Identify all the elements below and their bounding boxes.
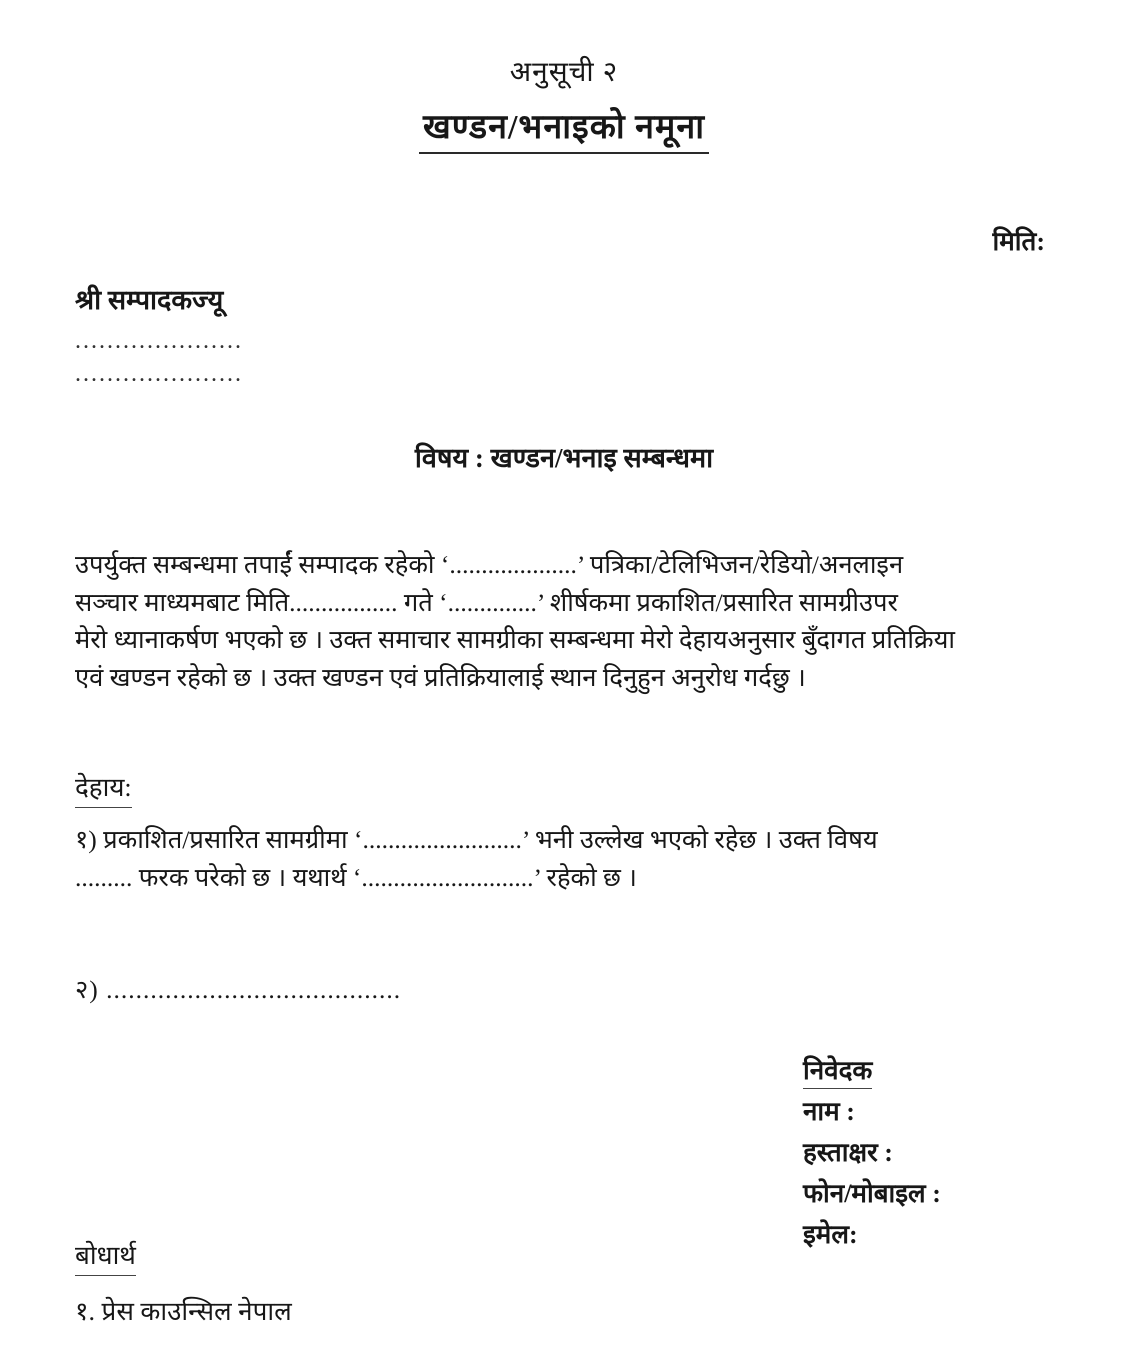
- applicant-block: [803, 1050, 941, 1255]
- addressee-blank-line-1: .....................: [75, 328, 243, 354]
- addressee-blank-line-2: .....................: [75, 361, 243, 387]
- applicant-heading: [803, 1050, 941, 1091]
- body-paragraph-line: सञ्चार माध्यमबाट मिति................. गते ‘..............’ शीर्षकमा प्रकाशित/प्रसारित सामग्रीउपर: [75, 587, 898, 617]
- details-heading: [75, 768, 132, 808]
- document-title-text: खण्डन/भनाइको नमूना: [419, 102, 709, 154]
- body-paragraph: [75, 546, 1055, 696]
- addressee-salutation: श्री सम्पादकज्यू: [75, 285, 224, 315]
- cc-heading-text: बोधार्थ: [75, 1236, 136, 1276]
- applicant-name-label: नाम :: [803, 1097, 855, 1126]
- date-label: मिति:: [992, 227, 1045, 256]
- body-paragraph-line: उपर्युक्त सम्बन्धमा तपाईं सम्पादक रहेको ‘....................’ पत्रिका/टेलिभिजन/रेडियो/अनलाइन: [75, 550, 904, 579]
- applicant-signature-label: हस्ताक्षर :: [803, 1138, 893, 1167]
- details-item-2: २) ........................................: [75, 975, 402, 1004]
- details-item-1-line-2: ......... फरक परेको छ । यथार्थ ‘...........................’ रहेको छ ।: [75, 863, 637, 892]
- body-paragraph-line: एवं खण्डन रहेको छ । उक्त खण्डन एवं प्रतिक्रियालाई स्थान दिनुहुन अनुरोध गर्दछु ।: [75, 662, 806, 692]
- details-heading-text: देहाय:: [75, 768, 132, 808]
- applicant-phone-label: फोन/मोबाइल :: [803, 1179, 941, 1208]
- body-paragraph-line: मेरो ध्यानाकर्षण भएको छ । उक्त समाचार सामग्रीका सम्बन्धमा मेरो देहायअनुसार बुँदागत प्रतिक्रिया: [75, 625, 955, 655]
- applicant-email-label: इमेल:: [803, 1220, 858, 1249]
- applicant-heading-text: निवेदक: [803, 1055, 872, 1089]
- subject-line: विषय : खण्डन/भनाइ सम्बन्धमा: [414, 443, 714, 473]
- details-item-1-line-1: १) प्रकाशित/प्रसारित सामग्रीमा ‘.........................’ भनी उल्लेख भएको रहेछ । उक्त विषय: [75, 825, 878, 854]
- annex-label: अनुसूची २: [509, 57, 619, 88]
- document-title: [0, 102, 1128, 154]
- cc-heading: [75, 1236, 136, 1276]
- cc-item-press-council-nepal: १. प्रेस काउन्सिल नेपाल: [75, 1297, 292, 1326]
